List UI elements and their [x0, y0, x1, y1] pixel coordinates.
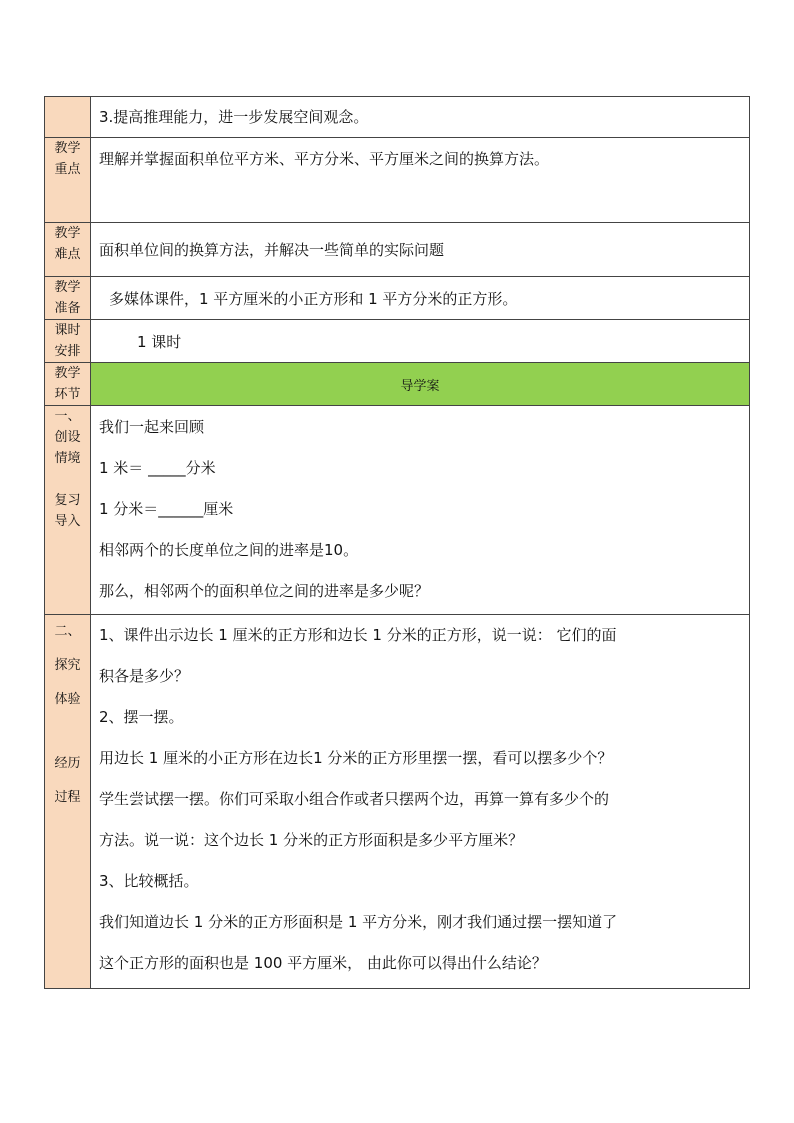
s2-label-0: 二、 [54, 624, 81, 639]
difficulty-row [45, 223, 750, 277]
stage-label [45, 363, 91, 406]
section-1-row [45, 406, 750, 615]
section-1-content [91, 406, 750, 615]
key-label-line-2: 重点 [54, 162, 81, 177]
s2-line-3: 用边长 1 厘米的小正方形在边长1 分米的正方形里摆一摆，看可以摆多少个？ [99, 749, 613, 767]
s1-label-0: 一、 [54, 409, 81, 424]
diff-label-line-2: 难点 [54, 247, 81, 262]
preparation-content [91, 277, 750, 320]
prep-label-line-2: 准备 [54, 301, 81, 316]
s1-line-3: 相邻两个的长度单位之间的进率是10。 [99, 541, 359, 559]
key-label-line-1: 教学 [54, 141, 81, 156]
stage-header-cell [91, 363, 750, 406]
preparation-row [45, 277, 750, 320]
stage-label-line-2: 环节 [54, 387, 81, 402]
section-1-label [45, 406, 91, 615]
section-2-row [45, 615, 750, 989]
s1-label-4: 复习 [54, 493, 81, 508]
key-point-label [45, 138, 91, 223]
s2-line-7: 我们知道边长 1 分米的正方形面积是 1 平方分米，刚才我们通过摆一摆知道了 [99, 913, 618, 931]
s1-label-1: 创设 [54, 430, 81, 445]
goal-content-cell [91, 97, 750, 138]
diff-label-line-1: 教学 [54, 226, 81, 241]
schedule-content [91, 320, 750, 363]
key-point-row [45, 138, 750, 223]
s2-label-5: 过程 [54, 790, 81, 805]
prep-label-line-1: 教学 [54, 280, 81, 295]
s2-line-5: 方法。说一说：这个边长 1 分米的正方形面积是多少平方厘米？ [99, 831, 524, 849]
s2-line-1: 积各是多少？ [99, 667, 190, 685]
difficulty-text: 面积单位间的换算方法，并解决一些简单的实际问题 [99, 241, 445, 259]
time-label-line-2: 安排 [54, 344, 81, 359]
s2-line-6: 3、比较概括。 [99, 872, 199, 890]
schedule-label [45, 320, 91, 363]
s2-label-spacer [45, 717, 90, 747]
lesson-plan-table [44, 96, 750, 989]
s1-label-5: 导入 [54, 514, 81, 529]
section-2-label [45, 615, 91, 989]
goal-label-cell [45, 97, 91, 138]
goal-row [45, 97, 750, 138]
s2-label-4: 经历 [54, 756, 81, 771]
s1-label-spacer [45, 469, 90, 490]
time-label-line-1: 课时 [54, 323, 81, 338]
schedule-row [45, 320, 750, 363]
difficulty-content [91, 223, 750, 277]
section-2-content [91, 615, 750, 989]
schedule-text: 1 课时 [137, 332, 182, 351]
key-point-text: 理解并掌握面积单位平方米、平方分米、平方厘米之间的换算方法。 [99, 150, 550, 168]
preparation-label [45, 277, 91, 320]
preparation-text: 多媒体课件，1 平方厘米的小正方形和 1 平方分米的正方形。 [109, 289, 518, 308]
stage-row [45, 363, 750, 406]
s2-label-1: 探究 [54, 658, 81, 673]
s1-label-2: 情境 [54, 451, 81, 466]
s2-line-0: 1、课件出示边长 1 厘米的正方形和边长 1 分米的正方形，说一说： 它们的面 [99, 626, 617, 644]
goal-3-text: 3.提高推理能力，进一步发展空间观念。 [99, 108, 369, 126]
s1-line-0: 我们一起来回顾 [99, 418, 205, 436]
s1-line-1: 1 米＝ _____分米 [99, 459, 216, 477]
stage-label-line-1: 教学 [54, 366, 81, 381]
difficulty-label [45, 223, 91, 277]
s2-line-4: 学生尝试摆一摆。你们可采取小组合作或者只摆两个边，再算一算有多少个的 [99, 790, 610, 808]
s2-line-8: 这个正方形的面积也是 100 平方厘米， 由此你可以得出什么结论？ [99, 954, 547, 972]
s2-line-2: 2、摆一摆。 [99, 708, 184, 726]
key-point-content [91, 138, 750, 223]
s1-line-4: 那么，相邻两个的面积单位之间的进率是多少呢？ [99, 582, 430, 600]
s1-line-2: 1 分米＝______厘米 [99, 500, 234, 518]
stage-header-text: 导学案 [400, 378, 440, 394]
s2-label-2: 体验 [54, 692, 81, 707]
